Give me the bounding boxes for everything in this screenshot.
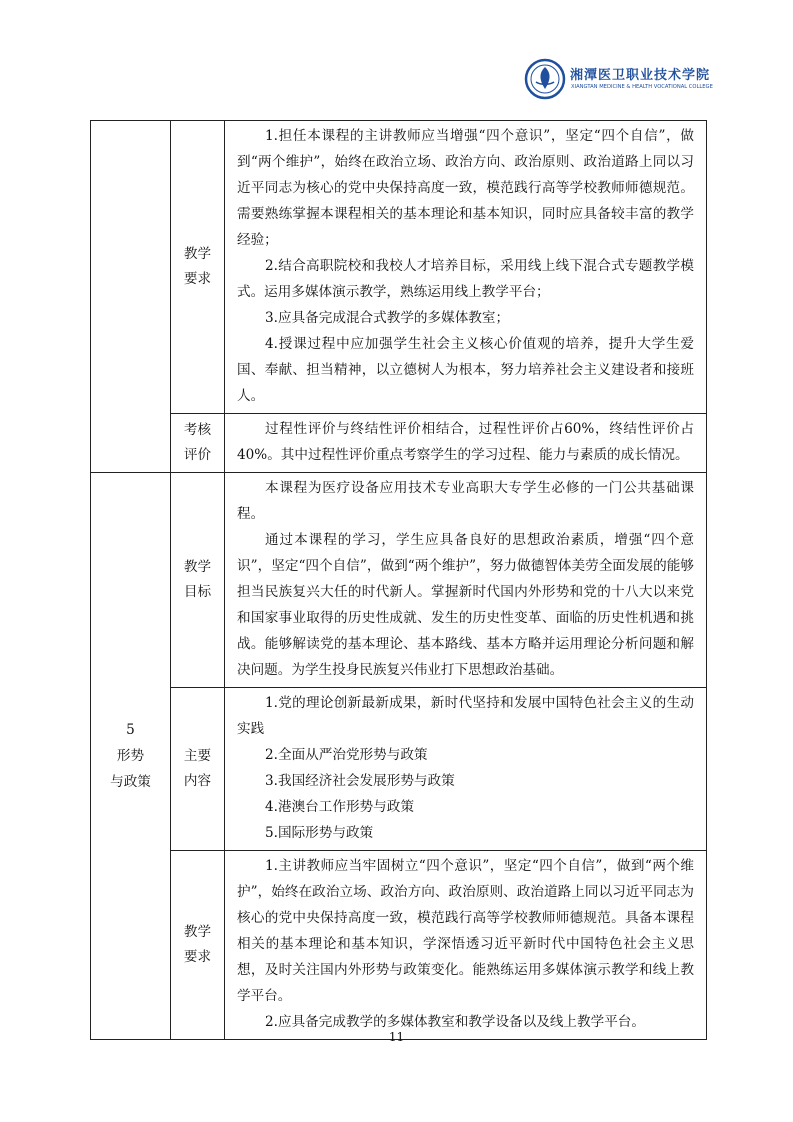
row-label-teaching-requirements [171,121,225,414]
teaching-requirements-content [225,851,707,1040]
row-label-main-content [171,688,225,851]
college-logo [524,58,724,106]
course-name-line: 与政策 [110,774,151,790]
row-label-line: 要求 [183,949,212,965]
table-row [91,688,707,851]
row-label-assessment [171,414,225,473]
row-label-line: 目标 [183,584,212,600]
row-label-line: 评价 [183,447,212,463]
paragraph: 本课程为医疗设备应用技术专业高职大专学生必修的一门公共基础课程。 [237,480,694,522]
list-item: 5.国际形势与政策 [265,825,374,841]
paragraph: 通过本课程的学习，学生应具备良好的思想政治素质，增强“四个意识”，坚定“四个自信”，做到“两个维护”，努力做德智体美劳全面发展的能够担当民族复兴大任的时代新人。掌握新时代国内外形势和党的十八大以来党和国家事业取得的历史性成就、发生的历史性变革、面临的历史性机遇和挑战。能够解读党的基本理论、基本路线、基本方略并运用理论分析问题和解决问题。为学生投身民族复兴伟业打下思想政治基础。 [237,532,694,678]
course-number: 5 [126,722,135,738]
table-row [91,414,707,473]
row-label-line: 内容 [183,773,212,789]
course-name-cell-empty [91,121,171,473]
paragraph: 1.担任本课程的主讲教师应当增强“四个意识”，坚定“四个自信”，做到“两个维护”，始终在政治立场、政治方向、政治原则、政治道路上同以习近平同志为核心的党中央保持高度一致，模范践行高等学校教师师德规范。需要熟练掌握本课程相关的基本理论和基本知识，同时应具备较丰富的教学经验； [237,128,694,248]
list-item: 2.全面从严治党形势与政策 [265,747,428,763]
college-name-en: XIANGTAN MEDICINE & HEALTH VOCATIONAL COLLEGE [571,84,713,90]
row-label-line: 教学 [183,924,212,940]
page-number: 11 [388,1030,405,1044]
paragraph: 1.主讲教师应当牢固树立“四个意识”，坚定“四个自信”，做到“两个维护”，始终在政治立场、政治方向、政治原则、政治道路上同以习近平同志为核心的党中央保持高度一致，模范践行高等学校教师师德规范。具备本课程相关的基本理论和基本知识，学深悟透习近平新时代中国特色社会主义思想，及时关注国内外形势与政策变化。能熟练运用多媒体演示教学和线上教学平台。 [237,858,694,1004]
main-content-list [225,688,707,851]
objectives-content [225,473,707,688]
row-label-line: 考核 [183,422,212,438]
row-label-line: 教学 [183,559,212,575]
college-name-cn: 湘潭医卫职业技术学院 [570,68,711,83]
college-emblem-icon [524,58,566,100]
row-label-line: 主要 [183,748,212,764]
course-name-line: 形势 [116,748,145,764]
list-item: 3.我国经济社会发展形势与政策 [265,773,455,789]
list-item: 4.港澳台工作形势与政策 [265,799,414,815]
curriculum-table [90,120,707,1040]
row-label-line: 要求 [183,271,212,287]
row-label-objectives [171,473,225,688]
row-label-line: 教学 [183,246,212,262]
row-label-teaching-requirements [171,851,225,1040]
paragraph: 4.授课过程中应加强学生社会主义核心价值观的培养，提升大学生爱国、奉献、担当精神，以立德树人为根本，努力培养社会主义建设者和接班人。 [237,336,694,404]
paragraph: 3.应具备完成混合式教学的多媒体教室； [265,310,510,326]
course-name-cell [91,473,171,1040]
table-row [91,473,707,688]
table-row [91,121,707,414]
paragraph: 2.结合高职院校和我校人才培养目标，采用线上线下混合式专题教学模式。运用多媒体演示教学，熟练运用线上教学平台； [237,258,694,300]
list-item: 1.党的理论创新最新成果，新时代坚持和发展中国特色社会主义的生动实践 [237,695,694,737]
assessment-content [225,414,707,473]
paragraph: 过程性评价与终结性评价相结合，过程性评价占60%，终结性评价占40%。其中过程性评价重点考察学生的学习过程、能力与素质的成长情况。 [237,421,694,463]
table-row [91,851,707,1040]
teaching-requirements-content [225,121,707,414]
paragraph: 2.应具备完成教学的多媒体教室和教学设备以及线上教学平台。 [265,1014,645,1030]
